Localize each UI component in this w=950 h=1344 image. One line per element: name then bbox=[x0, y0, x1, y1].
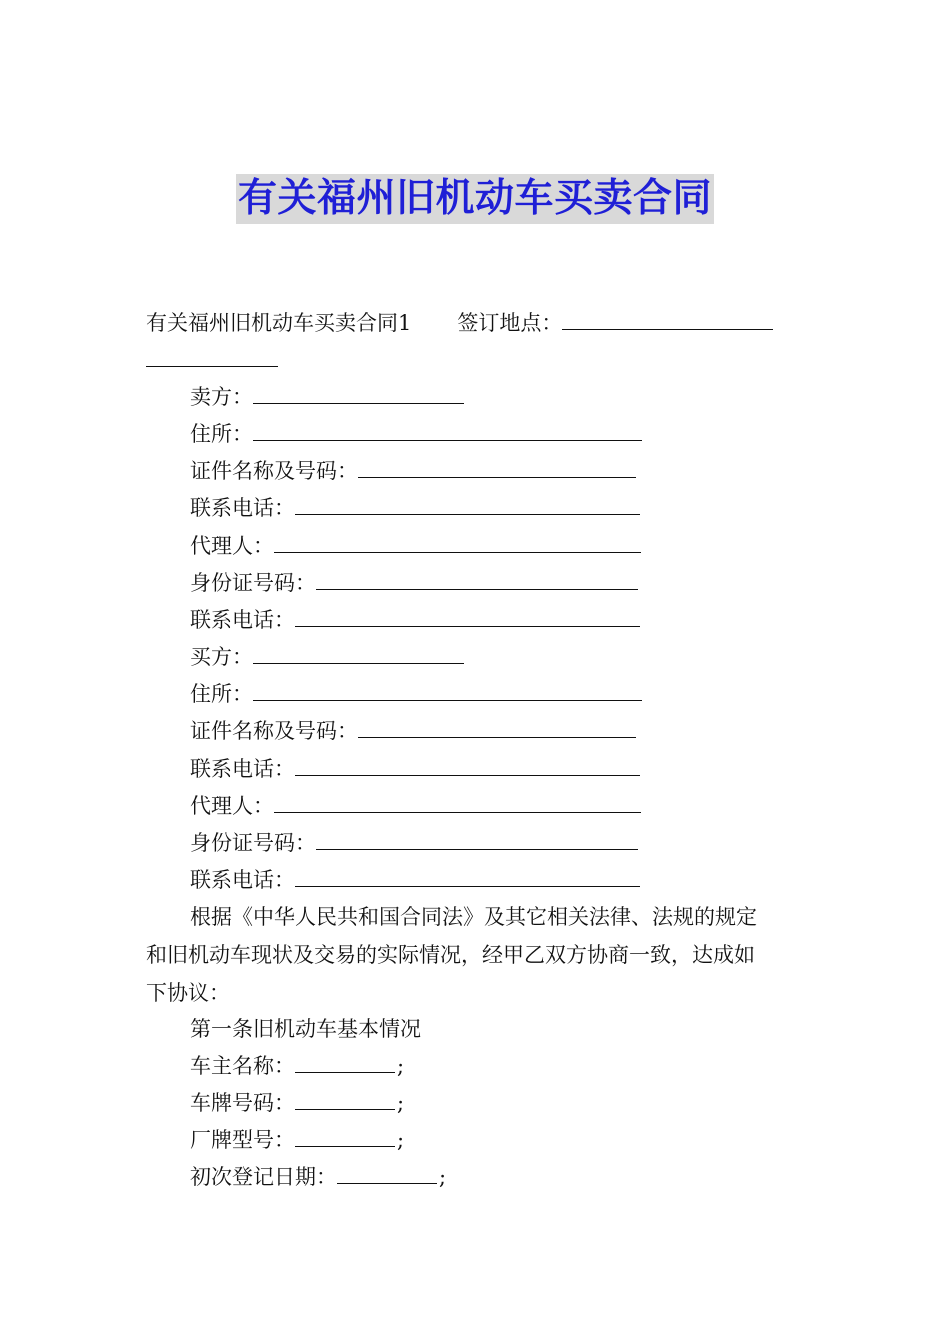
preamble-line-1: 根据《中华人民共和国合同法》及其它相关法律、法规的规定 bbox=[190, 905, 757, 929]
buyer-party-label: 买方： bbox=[190, 645, 253, 669]
seller-party-blank[interactable] bbox=[253, 381, 464, 404]
buyer-id-label: 证件名称及号码： bbox=[190, 719, 358, 743]
buyer-agent-line bbox=[190, 790, 641, 821]
plate-number-line bbox=[190, 1087, 404, 1118]
buyer-agent-label: 代理人： bbox=[190, 794, 274, 818]
seller-agent-label: 代理人： bbox=[190, 534, 274, 558]
buyer-agent-id-blank[interactable] bbox=[316, 827, 638, 850]
article1-heading: 第一条旧机动车基本情况 bbox=[190, 1017, 421, 1041]
preamble-line-3: 下协议： bbox=[146, 981, 230, 1005]
seller-address-label: 住所： bbox=[190, 422, 253, 446]
seller-address-line bbox=[190, 418, 642, 449]
seller-phone-label: 联系电话： bbox=[190, 496, 295, 520]
sign-place-label: 签订地点： bbox=[457, 311, 563, 335]
buyer-agent-blank[interactable] bbox=[274, 790, 641, 813]
buyer-id-line bbox=[190, 715, 636, 746]
seller-agent-id-line bbox=[190, 567, 638, 598]
intro-heading: 有关福州旧机动车买卖合同1 bbox=[146, 311, 412, 335]
seller-agent-id-blank[interactable] bbox=[316, 567, 638, 590]
seller-agent-line bbox=[190, 530, 641, 561]
model-blank[interactable] bbox=[295, 1124, 395, 1147]
seller-id-blank[interactable] bbox=[358, 455, 636, 478]
plate-number-label: 车牌号码： bbox=[190, 1091, 295, 1115]
buyer-agent-id-line bbox=[190, 827, 638, 858]
buyer-phone-line bbox=[190, 753, 640, 784]
buyer-phone-label: 联系电话： bbox=[190, 757, 295, 781]
buyer-agent-id-label: 身份证号码： bbox=[190, 831, 316, 855]
buyer-phone-blank[interactable] bbox=[295, 753, 640, 776]
model-label: 厂牌型号： bbox=[190, 1128, 295, 1152]
buyer-address-line bbox=[190, 678, 642, 709]
owner-name-semicolon: ; bbox=[397, 1054, 405, 1078]
seller-agent-id-label: 身份证号码： bbox=[190, 571, 316, 595]
buyer-party-line bbox=[190, 641, 464, 672]
registration-date-line bbox=[190, 1161, 446, 1192]
seller-agent-phone-line bbox=[190, 604, 640, 635]
owner-name-line bbox=[190, 1050, 404, 1081]
seller-phone-blank[interactable] bbox=[295, 492, 640, 515]
buyer-party-blank[interactable] bbox=[253, 641, 464, 664]
buyer-address-label: 住所： bbox=[190, 682, 253, 706]
sign-place-continuation bbox=[146, 344, 278, 375]
sign-place-blank-continued[interactable] bbox=[146, 344, 278, 367]
buyer-agent-phone-label: 联系电话： bbox=[190, 868, 295, 892]
seller-agent-blank[interactable] bbox=[274, 530, 641, 553]
plate-number-semicolon: ; bbox=[397, 1091, 405, 1115]
seller-id-line bbox=[190, 455, 636, 486]
seller-party-label: 卖方： bbox=[190, 385, 253, 409]
buyer-id-blank[interactable] bbox=[358, 715, 636, 738]
owner-name-label: 车主名称： bbox=[190, 1054, 295, 1078]
model-semicolon: ; bbox=[397, 1128, 405, 1152]
plate-number-blank[interactable] bbox=[295, 1087, 395, 1110]
registration-date-label: 初次登记日期： bbox=[190, 1165, 337, 1189]
buyer-agent-phone-line bbox=[190, 864, 640, 895]
model-line bbox=[190, 1124, 404, 1155]
document-title bbox=[0, 174, 950, 224]
seller-agent-phone-label: 联系电话： bbox=[190, 608, 295, 632]
seller-phone-line bbox=[190, 492, 640, 523]
seller-address-blank[interactable] bbox=[253, 418, 642, 441]
buyer-address-blank[interactable] bbox=[253, 678, 642, 701]
preamble-line-2: 和旧机动车现状及交易的实际情况，经甲乙双方协商一致，达成如 bbox=[146, 943, 755, 967]
sign-place-blank[interactable] bbox=[562, 307, 773, 330]
owner-name-blank[interactable] bbox=[295, 1050, 395, 1073]
document-title-text: 有关福州旧机动车买卖合同 bbox=[236, 174, 714, 224]
buyer-agent-phone-blank[interactable] bbox=[295, 864, 640, 887]
seller-agent-phone-blank[interactable] bbox=[295, 604, 640, 627]
registration-date-semicolon: ; bbox=[439, 1165, 447, 1189]
registration-date-blank[interactable] bbox=[337, 1161, 437, 1184]
intro-line bbox=[146, 307, 773, 338]
seller-id-label: 证件名称及号码： bbox=[190, 459, 358, 483]
seller-party-line bbox=[190, 381, 464, 412]
